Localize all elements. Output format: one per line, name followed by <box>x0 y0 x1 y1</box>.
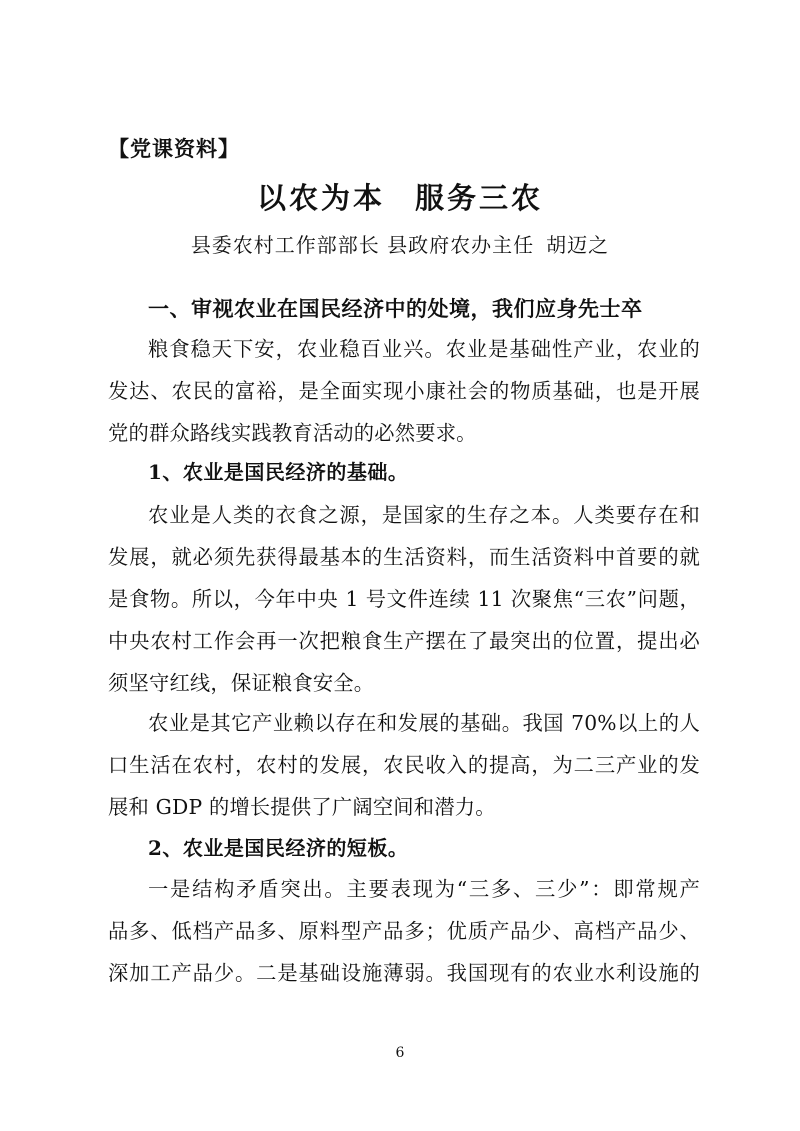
subsection-heading: 2、农业是国民经济的短板。 <box>148 836 409 860</box>
paragraph-line: 发展，就必须先获得最基本的生活资料，而生活资料中首要的就 <box>108 545 700 569</box>
paragraph-2 <box>108 494 700 704</box>
paragraph-line: 党的群众路线实践教育活动的必然要求。 <box>108 421 477 445</box>
paragraph-line: 一是结构矛盾突出。主要表现为“三多、三少”：即常规产 <box>148 877 700 901</box>
title-part-1: 以农为本 <box>256 181 385 215</box>
paragraph-line: 深加工产品少。二是基础设施薄弱。我国现有的农业水利设施的 <box>108 961 700 985</box>
paragraph-3 <box>108 702 700 828</box>
document-title <box>0 176 800 217</box>
paragraph-line: 口生活在农村，农村的发展，农民收入的提高，为二三产业的发 <box>108 753 700 777</box>
title-part-2: 服务三农 <box>415 181 544 215</box>
page-number: 6 <box>395 1045 405 1061</box>
paragraph-line: 中央农村工作会再一次把粮食生产摆在了最突出的位置，提出必 <box>108 629 700 653</box>
paragraph-line: 须坚守红线，保证粮食安全。 <box>108 671 375 695</box>
paragraph-line: 发达、农民的富裕，是全面实现小康社会的物质基础，也是开展 <box>108 379 700 403</box>
paragraph-line: 展和 GDP 的增长提供了广阔空间和潜力。 <box>108 795 496 819</box>
paragraph-line: 农业是人类的衣食之源，是国家的生存之本。人类要存在和 <box>148 503 700 527</box>
subsection-heading: 1、农业是国民经济的基础。 <box>148 460 409 484</box>
paragraph-line: 农业是其它产业赖以存在和发展的基础。我国 70%以上的人 <box>148 711 700 735</box>
paragraph-4 <box>108 868 700 994</box>
paragraph-1 <box>108 328 700 454</box>
paragraph-line: 品多、低档产品多、原料型产品多；优质产品少、高档产品少、 <box>108 919 700 943</box>
paragraph-line: 是食物。所以，今年中央 1 号文件连续 11 次聚焦“三农”问题， <box>108 587 700 611</box>
section-heading: 一、审视农业在国民经济中的处境，我们应身先士卒 <box>148 297 643 321</box>
author-name: 胡迈之 <box>546 233 610 257</box>
author-byline <box>0 229 800 258</box>
document-tag: 【党课资料】 <box>108 137 240 161</box>
paragraph-line: 粮食稳天下安，农业稳百业兴。农业是基础性产业，农业的 <box>148 337 700 361</box>
author-role: 县委农村工作部部长 县政府农办主任 <box>190 233 535 257</box>
